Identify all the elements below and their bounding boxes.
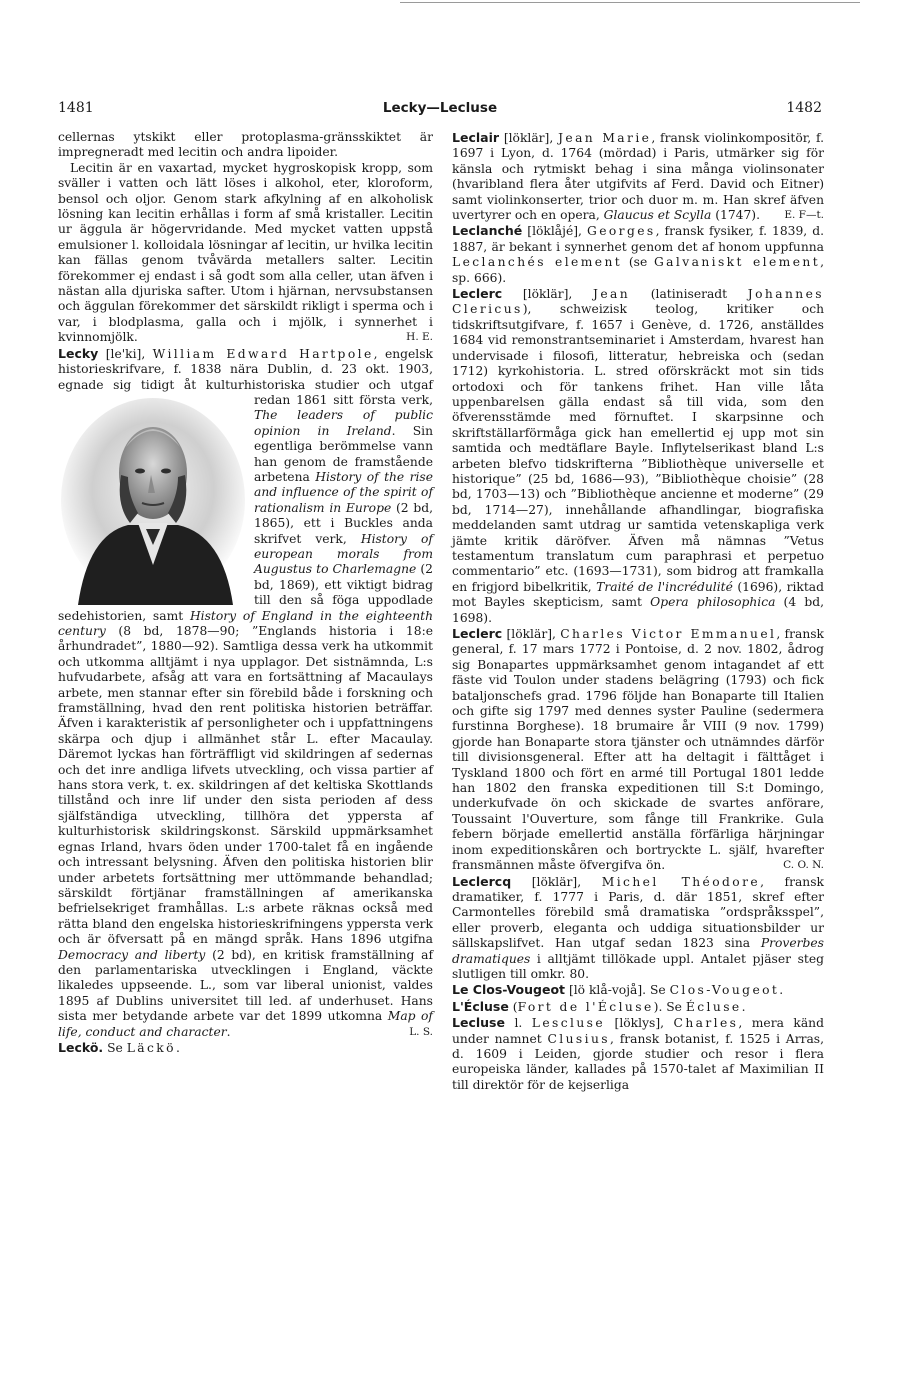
text: ), schweizisk teolog, kritiker och tidskriftsutgifvare, f. 1657 i Genève, d. 1726, anställdes 1684 vid remonstrantseminariet i Amsterdam, hvarest han undervisade i filosofi, litteratur, hebreiska och (sedan 1712) kyrkohistoria. L. stred oförskräckt mot sin tids ortodoxi och för tankens frihet. Han ville låta uppenbarelsen gälla endast så till vida, som den öfverensstämde med förnuftet. I skarpsinne och skriftställarförmåga gick han emellertid ej upp mot sin samtida och medtäflare Bayle. Inflytelserikast bland L:s arbeten blefvo tidskrifterna ”Bibliothèque universelle et historique” (25 bd, 1686—93), ”Bibliothèque choisie” (28 bd, 1703—13) och ”Bibliothèque ancienne et moderne” (29 bd, 1714—27), innehållande afhandlingar, biografiska meddelanden samt utdrag ur samtida vetenskapliga verk jämte kritik däröfver. Äfven må nämnas ”Vetus testamentum translatum cum paraphrasi et perpetuo commentario” etc. (1693—1731), som bidrog att framkalla en frigjord bibelkritik,: [452, 302, 824, 594]
portrait-image: [58, 395, 248, 605]
top-rule: [400, 2, 860, 3]
title-italic: History of the rise and influence of the spirit of rationalism in Europe: [254, 469, 433, 515]
text: , fransk violinkompositör, f. 1697 i Lyon, d. 1764 (mördad) i Paris, utmärker sig för känsla och rytmiskt behag i sina många violinsonater (hvaribland flera åter utgifvits af Ferd. David och Eitner) samt violinkonserter, trior och duor m. m. Han skref äfven uvertyrer och en opera,: [452, 131, 824, 223]
headword: Leclerc: [452, 286, 503, 302]
text: , fransk botanist, f. 1525 i Arras, d. 1609 i Leiden, gjorde studier och resor i flera europeiska länder, kallades på 1570-talet af Maximilian II till direktör för de kejserliga: [452, 1031, 824, 1092]
headword: L'Écluse: [452, 998, 509, 1014]
person-name: Charles Victor Emmanuel: [560, 627, 777, 641]
entry-lecko: [58, 1040, 433, 1056]
text: .: [175, 1040, 180, 1055]
text: .: [226, 1024, 231, 1039]
latin-name: Johannes Clericus: [452, 287, 824, 317]
text: . Sin egentliga berömmelse vann han genom de framstående arbetena: [254, 423, 433, 484]
text: (se: [622, 255, 654, 270]
title-italic: Map of life, conduct and character: [58, 1009, 433, 1039]
spaced-term: Fort de l'Écluse: [517, 999, 654, 1014]
text: , engelsk historieskrifvare, f. 1838 nära Dublin, d. 23 okt. 1903, egnade sig tidigt åt kulturhistoriska studier och utgaf redan 1861 sitt första verk,: [58, 346, 434, 407]
portrait-lecky: [58, 395, 248, 605]
headword: Leclair: [452, 130, 500, 145]
pronunciation: [löklär],: [502, 287, 593, 302]
signature: C. O. N.: [783, 859, 824, 872]
person-name: Jean: [592, 287, 631, 302]
headword: Leckö.: [58, 1039, 104, 1055]
title-italic: The leaders of public opinion in Ireland: [254, 408, 433, 438]
running-title: Lecky—Lecluse: [382, 100, 498, 116]
text: i alltjämt tillökade uppl. Antalet pjäser steg slutligen till omkr. 80.: [452, 951, 824, 981]
entry-leclerc-jean: [452, 286, 824, 626]
entry-leclercq: [452, 874, 824, 983]
person-name: Charles: [673, 1016, 739, 1031]
entry-leclanche: [452, 223, 824, 286]
running-header: [58, 100, 822, 122]
text: (1696), riktad mot Bayles skepticism, samt: [452, 579, 824, 610]
entry-le-clos-vougeot: [452, 982, 824, 998]
left-column: [58, 130, 433, 1056]
title-italic: Opera philosophica: [650, 595, 776, 610]
right-column: [452, 130, 824, 1093]
title-italic: History of England in the eighteenth century: [58, 608, 433, 638]
text: [löklys],: [605, 1016, 674, 1031]
text: , sp. 666).: [452, 255, 825, 285]
text: [lö klå-vojå]. Se: [565, 983, 670, 998]
entry-lecluse: [452, 1015, 824, 1093]
text: l.: [504, 1016, 532, 1031]
text: cellernas ytskikt eller protoplasma-gränsskiktet är impregneradt med lecitin och andra lipoider.: [58, 130, 433, 160]
entry-lecky: [58, 346, 433, 1040]
pronunciation: [löklär],: [502, 627, 561, 641]
entry-leclerc-charles: [452, 626, 824, 874]
paragraph-lecitin-cont: [58, 130, 433, 161]
pronunciation: [löklär],: [499, 131, 559, 145]
text: Se: [103, 1040, 127, 1055]
text: (latiniseradt: [630, 287, 748, 302]
text: ). Se: [653, 999, 686, 1014]
page-number-left: 1481: [58, 100, 94, 116]
spaced-term: Lescluse: [531, 1016, 606, 1031]
text: (2 bd, 1865), ett i Buckles anda skrifvet verk,: [254, 500, 434, 546]
text: (4 bd, 1698).: [452, 595, 824, 625]
text: .: [779, 983, 784, 998]
headword: Leclerc: [452, 626, 503, 641]
title-italic: Proverbes dramatiques: [452, 936, 824, 966]
text: (: [508, 999, 518, 1014]
headword: Leclanché: [452, 223, 523, 239]
pronunciation: [le'ki],: [98, 346, 153, 361]
paragraph-lecitin: [58, 161, 433, 346]
text: Lecitin är en vaxartad, mycket hygroskopisk kropp, som sväller i vatten och lätt löses i alkohol, eter, kloroform, bensol och oljor. Genom stark afkylning af en alkoholisk lösning kan lecitin erhållas i form af små kristaller. Lecitin ur äggula är högervridande. Med mycket vatten uppstå emulsioner l. kolloidala lösningar af lecitin, ur hvilka lecitin kan fällas genom tvåvärda metallers salter. Lecitin förekommer ej endast i så godt som alla celler, utan äfven i nästan alla djuriska safter. Utom i hjärnan, nervsubstansen och äggulan förekommer det särskildt rikligt i sperma och i var, i blodplasma, galla och i mjölk, i synnerhet i kvinnomjölk.: [58, 160, 433, 345]
text: , fransk general, f. 17 mars 1772 i Pontoise, d. 2 nov. 1802, ådrog sig Bonapartes uppmärksamhet genom intagandet af ett fäste vid Toulon under stadens belägring (1793) och fick bataljonschefs grad. 1796 följde han Bonaparte till Italien och gifte sig 1797 med dennes syster Pauline (sedermera furstinna Borghese). 18 brumaire år VIII (9 nov. 1799) gjorde han Bonaparte stora tjänster och utnämndes därför till divisionsgeneral. Efter att ha deltagit i fälttåget i Tyskland 1800 och fört en armé till Portugal 1801 ledde han 1802 den franska expeditionen till S:t Domingo, underkufvade ön och skickade de svartes anförare, Toussaint l'Ouverture, som fånge till Frankrike. Gula febern började emellertid anställa förfärliga härjningar inom expeditionskåren och bortryckte L. själf, hvarefter fransmännen måste öfvergifva ön.: [452, 627, 824, 873]
text: , fransk dramatiker, f. 1777 i Paris, d. där 1851, skref efter Carmontelles förebild små dramatiska ”ordspråksspel”, eller proverb, eleganta och uddiga situationsbilder ur sällskapslifvet. Han utgaf sedan 1823 sina: [452, 874, 824, 951]
person-name: Georges: [586, 224, 656, 239]
title-italic: Traité de l'incrédulité: [596, 579, 733, 594]
cross-reference: Läckö: [126, 1040, 176, 1055]
person-name: William Edward Hartpole: [152, 346, 374, 361]
person-name: Michel Théodore: [601, 874, 761, 889]
signature: H. E.: [406, 331, 433, 344]
entry-l-ecluse: [452, 999, 824, 1015]
text: (8 bd, 1878—90; ”Englands historia i 18:e århundradet”, 1880—92). Samtliga dessa verk ha utkommit och utkomma alltjämt i nya upplagor. Det sistnämnda, L:s hufvudarbete, afsåg att vara en fortsättning af Macaulays arbete, men stannar efter sin förebild både i forskning och framställning, hvad den rent politiska historien beträffar. Äfven i karakteristik af personligheter och i uppfattningens skärpa och djup i allmänhet står L. efter Macaulay. Däremot lyckas han förträffligt vid skildringen af sedernas och det inre andliga lifvets utveckling, och vissa partier af hans stora verk, t. ex. skildringen af det keltiska Skottlands tillstånd och inre lif under den sista perioden af dess själfständiga utveckling, tillhöra det yppersta af kulturhistorisk skildringskonst. Särskild uppmärksamhet egnas Irland, hvars öden under 1700-talet få en ingående och intressant belysning. Äfven den politiska historien blir under arbetets fortsättning mer uttömmande behandlad; särskildt förtjänar framställningen af amerikanska befrielsekriget framhållas. L:s arbete räknas också med rätta bland den engelska historieskrifningens yppersta verk och är öfversatt på en mängd språk. Hans 1896 utgifna: [58, 624, 433, 947]
title-italic: Glaucus et Scylla: [603, 208, 712, 223]
headword: Leclercq: [452, 873, 512, 889]
signature: E. F—t.: [784, 209, 824, 222]
cross-reference: Écluse: [685, 999, 742, 1014]
text: , mera känd under namnet: [452, 1016, 824, 1046]
headword: Le Clos-Vougeot: [452, 982, 566, 998]
pronunciation: [löklär],: [511, 874, 602, 889]
text: (2 bd, 1869), ett viktigt bidrag till den så föga uppodlade sedehistorien, samt: [58, 562, 433, 623]
title-italic: History of european morals from Augustus to Charlemagne: [254, 531, 433, 577]
cross-reference: Galvaniskt element: [653, 255, 821, 270]
person-name: Jean Marie: [558, 131, 652, 145]
spaced-term: Leclanchés element: [452, 255, 623, 270]
text: (1747).: [711, 208, 761, 223]
headword: Lecluse: [452, 1015, 505, 1031]
title-italic: Democracy and liberty: [58, 947, 206, 962]
text: , fransk fysiker, f. 1839, d. 1887, är bekant i synnerhet genom det af honom uppfunna: [452, 224, 825, 254]
entry-leclair: [452, 130, 824, 223]
text: .: [741, 999, 746, 1014]
cross-reference: Clos-Vougeot: [669, 983, 780, 998]
text: (2 bd), en kritisk framställning af den parlamentariska utvecklingen i England, väckte likaledes uppseende. L., som var liberal unionist, valdes 1895 af Dublins universitet till led. af underhuset. Hans sista mer betydande arbete var det 1899 utkomna: [58, 947, 433, 1024]
latin-name: Clusius: [547, 1031, 611, 1046]
page-number-right: 1482: [786, 100, 822, 116]
signature: L. S.: [409, 1025, 433, 1038]
headword: Lecky: [58, 345, 99, 361]
pronunciation: [löklåjé],: [522, 224, 587, 239]
